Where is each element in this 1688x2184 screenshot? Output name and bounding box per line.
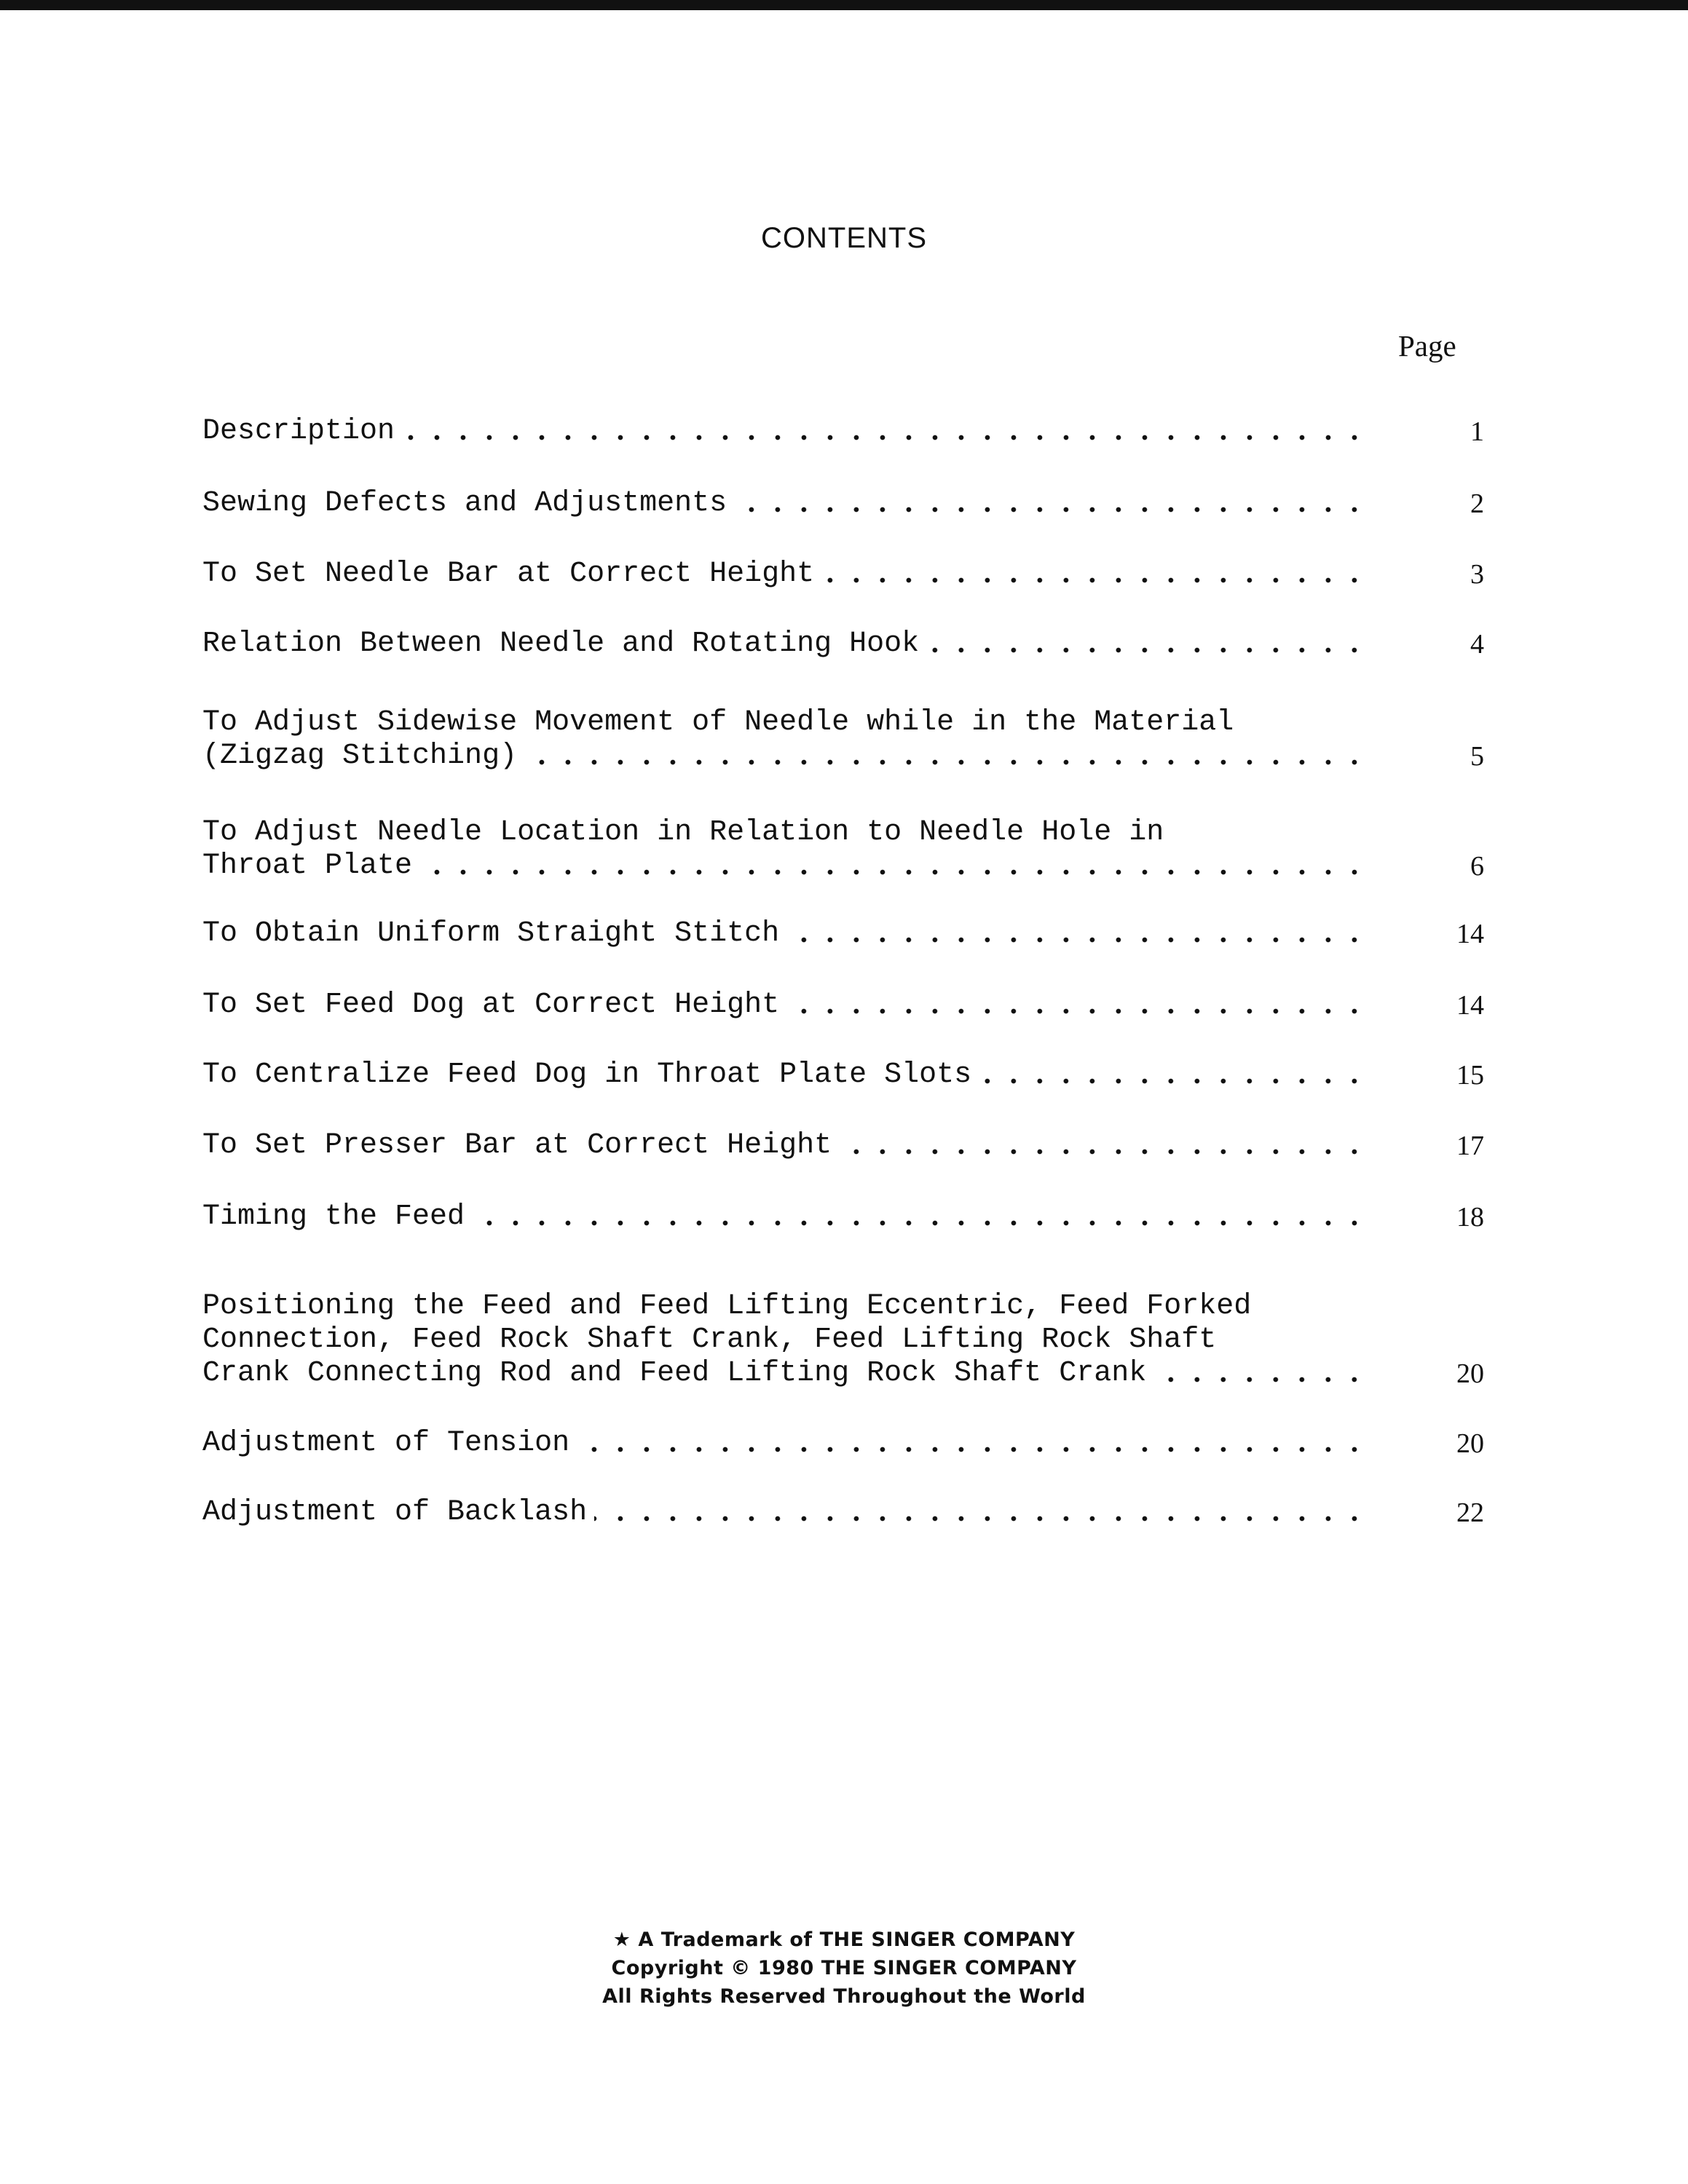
toc-entry bbox=[202, 1059, 1484, 1092]
toc-entry-title-line: To Set Presser Bar at Correct Height bbox=[202, 1129, 832, 1162]
toc-entry-page-number: 2 bbox=[1470, 488, 1484, 519]
dot-leader bbox=[419, 867, 1368, 877]
footer bbox=[0, 1926, 1688, 2011]
toc-entry-leader-row bbox=[202, 1496, 1368, 1530]
dot-leader bbox=[472, 1218, 1368, 1228]
dot-leader bbox=[577, 1444, 1368, 1455]
toc-entry bbox=[202, 487, 1484, 521]
toc-entry-title-line: Positioning the Feed and Feed Lifting Eccentric, Feed Forked bbox=[202, 1290, 1252, 1323]
toc-entry-title-line: Throat Plate bbox=[202, 850, 413, 882]
toc-entry bbox=[202, 1200, 1484, 1234]
dot-leader bbox=[979, 1076, 1368, 1086]
dot-leader bbox=[594, 1514, 1368, 1524]
toc-entry-leader-row bbox=[202, 1129, 1368, 1163]
toc-entry bbox=[202, 415, 1484, 448]
toc-entry-leader-row bbox=[202, 487, 1368, 521]
toc-entry-page-number: 18 bbox=[1456, 1202, 1484, 1233]
star-icon: ★ bbox=[612, 1928, 631, 1951]
toc-entry bbox=[202, 558, 1484, 591]
toc-entry-leader-row bbox=[202, 628, 1368, 661]
toc-entry-leader-row bbox=[202, 850, 1368, 883]
dot-leader bbox=[1153, 1374, 1368, 1385]
toc-entry-page-number: 4 bbox=[1470, 629, 1484, 660]
dot-leader bbox=[786, 935, 1368, 945]
toc-entry-page-number: 14 bbox=[1456, 990, 1484, 1021]
toc-entry-page-number: 20 bbox=[1456, 1358, 1484, 1389]
toc-entry-page-number: 15 bbox=[1456, 1060, 1484, 1091]
toc-entry-title-line: To Adjust Sidewise Movement of Needle while in the Material bbox=[202, 706, 1234, 739]
toc-entry-leader-row bbox=[202, 415, 1368, 448]
toc-entry-title-line: Crank Connecting Rod and Feed Lifting Rock Shaft Crank bbox=[202, 1357, 1147, 1390]
toc-entry-leader-row bbox=[202, 1357, 1368, 1390]
toc-entry-page-number: 3 bbox=[1470, 559, 1484, 590]
rights-line: All Rights Reserved Throughout the World bbox=[602, 1985, 1086, 2008]
toc-entry-leader-row bbox=[202, 740, 1368, 773]
toc-entry-title-line: To Centralize Feed Dog in Throat Plate Slots bbox=[202, 1059, 972, 1091]
dot-leader bbox=[524, 757, 1368, 767]
toc-entry-page-number: 6 bbox=[1470, 851, 1484, 882]
toc-entry-leader-row bbox=[202, 1200, 1368, 1234]
toc-entry bbox=[202, 1129, 1484, 1163]
copyright-line: Copyright © 1980 THE SINGER COMPANY bbox=[611, 1957, 1077, 1979]
dot-leader bbox=[786, 1006, 1368, 1016]
toc-entry bbox=[202, 1290, 1484, 1390]
toc-entry-leader-row bbox=[202, 1059, 1368, 1092]
toc-entry-title-line: Adjustment of Backlash bbox=[202, 1496, 588, 1529]
toc-entry-leader-row bbox=[202, 917, 1368, 951]
toc-entry-title-line: Timing the Feed bbox=[202, 1200, 465, 1233]
toc-entry-title-line: To Set Feed Dog at Correct Height bbox=[202, 989, 780, 1021]
toc-entry bbox=[202, 628, 1484, 661]
toc-entry bbox=[202, 1496, 1484, 1530]
toc-entry-title-line: Adjustment of Tension bbox=[202, 1427, 570, 1460]
toc-entry-title-line: Connection, Feed Rock Shaft Crank, Feed Lifting Rock Shaft bbox=[202, 1324, 1217, 1356]
toc-entry-title-line: Description bbox=[202, 415, 395, 448]
toc-entry bbox=[202, 917, 1484, 951]
dot-leader bbox=[734, 505, 1368, 515]
toc-entry-leader-row bbox=[202, 558, 1368, 591]
toc-entry bbox=[202, 706, 1484, 773]
toc-entry-title-line: To Set Needle Bar at Correct Height bbox=[202, 558, 815, 590]
toc-entry-title-line: Sewing Defects and Adjustments bbox=[202, 487, 727, 520]
toc-entry-page-number: 17 bbox=[1456, 1131, 1484, 1161]
dot-leader bbox=[926, 645, 1368, 655]
toc-entry bbox=[202, 1427, 1484, 1460]
table-of-contents bbox=[202, 0, 1484, 2184]
page-column-header: Page bbox=[1398, 329, 1456, 363]
page-title: CONTENTS bbox=[761, 222, 927, 254]
dot-leader bbox=[839, 1147, 1368, 1157]
dot-leader bbox=[821, 575, 1368, 585]
toc-entry bbox=[202, 816, 1484, 883]
toc-entry-leader-row bbox=[202, 1427, 1368, 1460]
toc-entry bbox=[202, 989, 1484, 1022]
toc-entry-page-number: 20 bbox=[1456, 1428, 1484, 1459]
toc-entry-title-line: To Obtain Uniform Straight Stitch bbox=[202, 917, 780, 950]
toc-entry-title-line: To Adjust Needle Location in Relation to Needle Hole in bbox=[202, 816, 1164, 849]
trademark-line bbox=[0, 1926, 1688, 1954]
toc-entry-leader-row bbox=[202, 989, 1368, 1022]
toc-entry-page-number: 1 bbox=[1470, 416, 1484, 447]
toc-entry-title-line: (Zigzag Stitching) bbox=[202, 740, 518, 772]
toc-entry-page-number: 22 bbox=[1456, 1497, 1484, 1528]
toc-entry-page-number: 14 bbox=[1456, 919, 1484, 949]
toc-entry-title-line: Relation Between Needle and Rotating Hook bbox=[202, 628, 920, 660]
dot-leader bbox=[402, 432, 1368, 443]
toc-entry-page-number: 5 bbox=[1470, 741, 1484, 772]
trademark-text: A Trademark of THE SINGER COMPANY bbox=[638, 1928, 1076, 1951]
